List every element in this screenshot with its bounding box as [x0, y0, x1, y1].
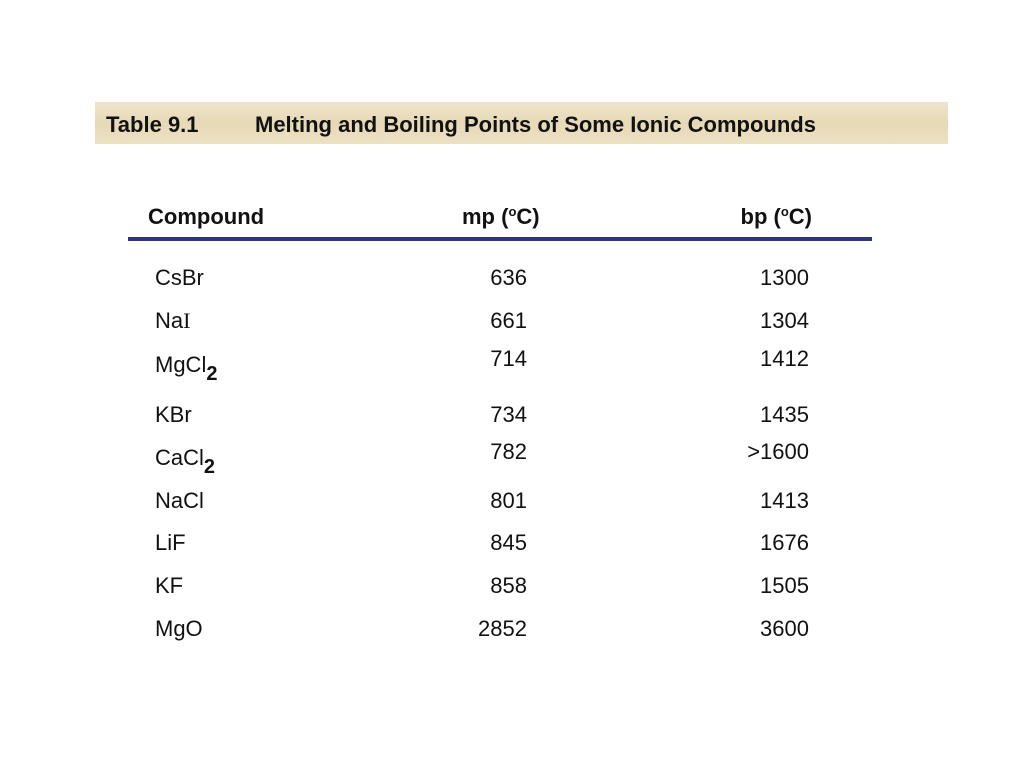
bp-header-prefix: bp (	[740, 204, 781, 229]
compound-formula: LiF	[155, 530, 186, 555]
table-row-compound	[155, 573, 183, 599]
header-divider	[128, 237, 872, 241]
table-row-bp: 1676	[760, 530, 809, 555]
table-row-compound	[155, 402, 192, 428]
table-row-bp: 1413	[760, 488, 809, 513]
table-row-compound	[155, 445, 216, 478]
table-row-compound	[155, 352, 218, 385]
table-row-compound	[155, 530, 186, 556]
table-row-compound	[155, 488, 204, 514]
compound-formula: MgCl	[155, 352, 207, 377]
table-row-mp: 782	[490, 439, 527, 464]
table-row-bp: 1505	[760, 573, 809, 598]
compound-formula: KBr	[155, 402, 192, 427]
table-row-compound	[155, 265, 204, 291]
mp-header-prefix: mp (	[462, 204, 509, 229]
table-row-compound	[155, 308, 190, 334]
table-row-mp: 801	[490, 488, 527, 513]
compound-formula: MgO	[155, 616, 203, 641]
table-row-bp: 1435	[760, 402, 809, 427]
compound-subscript: 2	[203, 456, 216, 478]
mp-degree-mark: o	[508, 204, 517, 219]
table-row-mp: 636	[490, 265, 527, 290]
bp-header-unit: C)	[788, 204, 812, 229]
mp-header-unit: C)	[516, 204, 540, 229]
compound-formula: CsBr	[155, 265, 204, 290]
table-row-mp: 714	[490, 346, 527, 371]
table-row-bp: >1600	[747, 439, 809, 464]
column-header-compound: Compound	[148, 204, 265, 229]
table-row-compound	[155, 616, 203, 642]
table-row-mp: 2852	[478, 616, 527, 641]
compound-formula: NaCl	[155, 488, 204, 513]
table-row-mp: 858	[490, 573, 527, 598]
table-title-band	[95, 102, 948, 144]
compound-formula: Na	[155, 308, 184, 333]
table-row-bp: 3600	[760, 616, 809, 641]
table-row-bp: 1300	[760, 265, 809, 290]
table-title: Melting and Boiling Points of Some Ionic Compounds	[255, 112, 816, 137]
compound-subscript: 2	[206, 363, 218, 385]
compound-formula: KF	[155, 573, 184, 598]
column-header-mp	[462, 204, 540, 230]
table-row-mp: 845	[490, 530, 527, 555]
table-number: Table 9.1	[106, 112, 199, 137]
compound-formula: CaCl	[155, 445, 204, 470]
bp-degree-mark: o	[780, 204, 789, 219]
compound-formula-iodine: I	[183, 308, 191, 333]
table-row-bp: 1412	[760, 346, 809, 371]
table-row-mp: 734	[490, 402, 527, 427]
table-row-bp: 1304	[760, 308, 809, 333]
column-header-bp	[741, 204, 813, 230]
table-row-mp: 661	[490, 308, 527, 333]
